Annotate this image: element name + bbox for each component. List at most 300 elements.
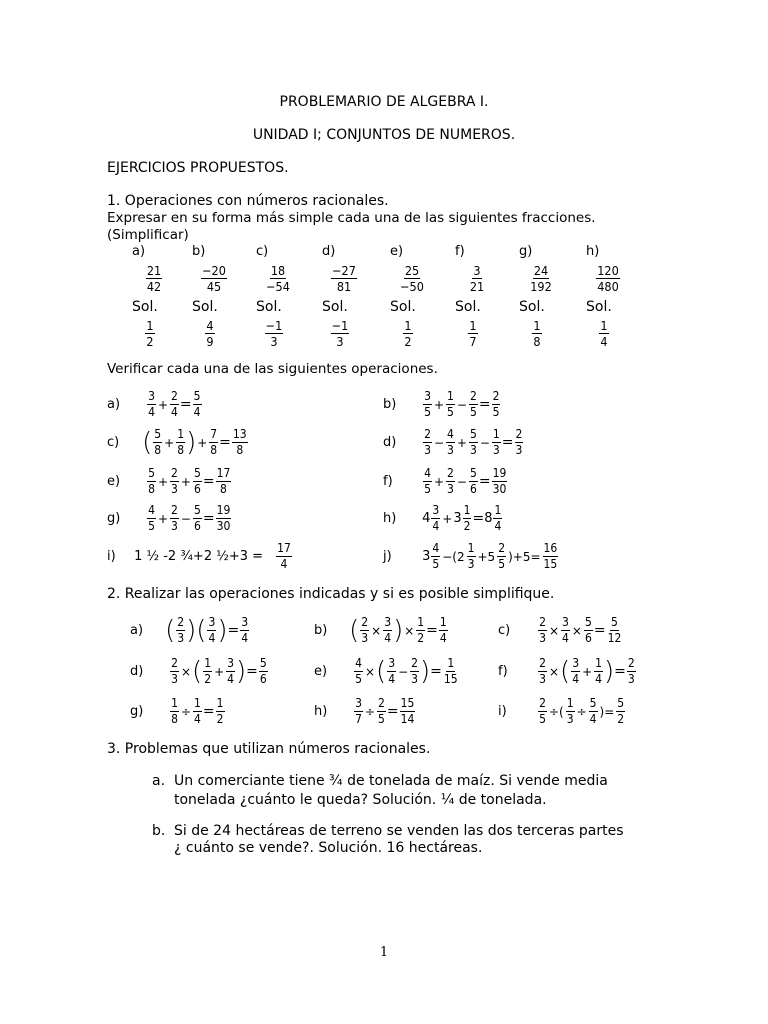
denominator: 5 — [148, 519, 155, 533]
fraction — [446, 390, 455, 419]
fraction — [193, 504, 202, 533]
fraction — [147, 390, 156, 419]
simplify-fraction — [265, 264, 291, 293]
denominator: 8 — [177, 443, 185, 457]
denominator: 3 — [361, 631, 369, 645]
solution-label: Sol. — [519, 299, 545, 315]
solution-fraction — [468, 319, 477, 348]
denominator: 3 — [515, 443, 523, 457]
math-symbol: × — [548, 664, 560, 679]
item-label: f) — [498, 664, 508, 679]
denominator: 14 — [400, 712, 415, 726]
fraction — [492, 390, 501, 419]
item-label: b) — [383, 397, 397, 412]
fraction — [538, 697, 547, 726]
numerator: 5 — [584, 615, 592, 629]
fraction — [147, 467, 156, 496]
fraction — [216, 697, 225, 726]
numerator: 19 — [492, 466, 507, 480]
fraction — [492, 467, 508, 496]
denominator: 3 — [270, 334, 278, 349]
op-g — [130, 697, 226, 726]
numerator: 1 — [463, 503, 471, 517]
section1-heading: 1. Operaciones con números racionales. — [107, 193, 389, 209]
math-symbol: + — [456, 435, 467, 450]
denominator: 4 — [280, 557, 288, 571]
numerator: 5 — [469, 427, 477, 441]
fraction — [193, 390, 202, 419]
denominator: 5 — [492, 405, 500, 419]
fraction — [354, 697, 363, 726]
math-symbol: + — [157, 397, 169, 412]
item-label: b) — [314, 623, 328, 638]
math-symbol: 8 — [484, 511, 493, 526]
denominator: 30 — [216, 519, 231, 533]
denominator: 4 — [227, 672, 234, 686]
fraction — [538, 657, 547, 686]
numerator: 2 — [177, 615, 185, 629]
numerator: −1 — [265, 318, 283, 333]
denominator: 4 — [171, 405, 178, 419]
solution-label: Sol. — [390, 299, 416, 315]
solution-label: Sol. — [455, 299, 481, 315]
exercises-heading: EJERCICIOS PROPUESTOS. — [107, 160, 289, 176]
denominator: 2 — [216, 712, 224, 726]
numerator: 3 — [388, 656, 396, 670]
math-symbol: = — [501, 434, 514, 451]
fraction — [153, 428, 162, 457]
item-label: c) — [107, 435, 120, 450]
problem-b-line2: ¿ cuánto se vende?. Solución. 16 hectáreas. — [174, 840, 483, 856]
fraction — [515, 428, 524, 457]
denominator: 3 — [566, 712, 574, 726]
numerator: 2 — [492, 389, 500, 403]
simplify-fraction — [331, 264, 357, 293]
op-h — [314, 697, 416, 726]
fraction — [193, 467, 202, 496]
numerator: 17 — [277, 541, 291, 555]
math-symbol: × — [364, 664, 376, 679]
simplify-fraction — [201, 264, 227, 293]
page-number: 1 — [379, 945, 389, 960]
parenthesis: ( — [192, 656, 203, 687]
denominator: 4 — [562, 631, 569, 645]
math-symbol: = — [219, 434, 231, 451]
numerator: 2 — [411, 656, 418, 670]
verify-g — [107, 504, 232, 533]
denominator: 7 — [355, 712, 362, 726]
math-symbol: +5 — [477, 549, 496, 564]
numerator: 1 — [467, 541, 475, 555]
numerator: 2 — [361, 615, 369, 629]
denominator: 45 — [206, 279, 222, 294]
section2-heading: 2. Realizar las operaciones indicadas y si es posible simplifique. — [107, 586, 555, 602]
denominator: 6 — [193, 482, 201, 496]
fraction — [400, 697, 416, 726]
denominator: 5 — [432, 557, 440, 571]
numerator: 1 — [146, 318, 154, 333]
denominator: 3 — [171, 482, 178, 496]
fraction — [463, 504, 472, 533]
denominator: 5 — [469, 405, 477, 419]
denominator: 3 — [171, 672, 178, 686]
denominator: 8 — [533, 334, 541, 349]
fraction — [176, 616, 185, 645]
simplify-label: c) — [256, 244, 269, 259]
denominator: 7 — [469, 334, 477, 349]
numerator: 24 — [533, 263, 549, 278]
solution-fraction — [331, 319, 350, 348]
fraction — [170, 657, 179, 686]
parenthesis: ) — [393, 615, 404, 646]
numerator: 3 — [562, 615, 569, 629]
numerator: 2 — [171, 466, 178, 480]
fraction — [594, 657, 603, 686]
item-label: d) — [383, 435, 397, 450]
fraction — [276, 542, 292, 571]
item-label: i) — [107, 549, 116, 564]
math-symbol: = — [227, 622, 240, 639]
math-symbol: = — [426, 622, 438, 639]
numerator: 1 — [216, 696, 224, 710]
simplify-fraction — [146, 264, 162, 293]
denominator: 4 — [439, 631, 447, 645]
numerator: 4 — [424, 466, 431, 480]
fraction — [607, 616, 623, 645]
denominator: 192 — [530, 279, 552, 294]
problem-a-line1: Un comerciante tiene ¾ de tonelada de maíz. Si vende media — [174, 773, 608, 789]
math-symbol: × — [180, 664, 192, 679]
denominator: 4 — [193, 405, 201, 419]
simplify-label: a) — [132, 244, 146, 259]
math-symbol: )+5= — [508, 549, 541, 564]
denominator: 4 — [388, 672, 396, 686]
math-symbol: = — [386, 703, 399, 720]
parenthesis: ( — [165, 615, 176, 646]
math-symbol: × — [548, 623, 560, 638]
denominator: 4 — [208, 631, 216, 645]
denominator: 4 — [595, 672, 602, 686]
numerator: −27 — [332, 263, 356, 278]
item-label: h) — [314, 704, 328, 719]
section1-instruction: Expresar en su forma más simple cada una de las siguientes fracciones. — [107, 210, 596, 226]
denominator: 5 — [378, 712, 385, 726]
op-d — [130, 657, 269, 686]
parenthesis: ) — [217, 615, 228, 646]
numerator: 1 — [447, 656, 455, 670]
item-label: e) — [314, 664, 328, 679]
fraction — [209, 428, 218, 457]
denominator: 4 — [572, 672, 580, 686]
denominator: 3 — [447, 443, 454, 457]
denominator: 3 — [336, 334, 344, 349]
numerator: 5 — [259, 656, 267, 670]
fraction — [387, 657, 396, 686]
numerator: 4 — [148, 503, 155, 517]
numerator: 5 — [469, 466, 477, 480]
fraction — [616, 697, 625, 726]
solution-label: Sol. — [132, 299, 158, 315]
numerator: 1 — [533, 318, 541, 333]
denominator: 6 — [193, 519, 201, 533]
fraction — [170, 504, 179, 533]
denominator: 6 — [584, 631, 592, 645]
numerator: 17 — [216, 466, 231, 480]
math-symbol: 4 — [422, 511, 431, 526]
fraction — [216, 504, 232, 533]
numerator: 3 — [148, 389, 155, 403]
fraction — [176, 428, 185, 457]
denominator: 8 — [154, 443, 162, 457]
parenthesis: ) — [236, 656, 247, 687]
numerator: 5 — [154, 427, 162, 441]
item-label: d) — [130, 664, 144, 679]
parenthesis: ) — [186, 615, 197, 646]
numerator: 2 — [424, 427, 431, 441]
fraction — [193, 697, 202, 726]
fraction — [538, 616, 547, 645]
fraction — [589, 697, 598, 726]
math-symbol: = — [478, 396, 491, 413]
numerator: 4 — [432, 541, 440, 555]
math-symbol: × — [404, 623, 415, 638]
denominator: 5 — [424, 405, 431, 419]
numerator: 2 — [539, 696, 546, 710]
math-symbol: = — [246, 663, 258, 680]
denominator: 3 — [539, 631, 546, 645]
denominator: 2 — [617, 712, 625, 726]
math-symbol: + — [157, 474, 169, 489]
numerator: 1 — [469, 318, 477, 333]
numerator: 3 — [424, 389, 431, 403]
problem-b-line1: Si de 24 hectáreas de terreno se venden las dos terceras partes — [174, 823, 624, 839]
numerator: 1 — [204, 656, 212, 670]
numerator: 5 — [193, 466, 201, 480]
denominator: 8 — [171, 712, 178, 726]
numerator: 1 — [447, 389, 454, 403]
numerator: 16 — [543, 541, 558, 555]
fraction — [259, 657, 268, 686]
numerator: 1 — [492, 427, 500, 441]
denominator: 21 — [469, 279, 485, 294]
denominator: 2 — [417, 631, 425, 645]
fraction — [170, 467, 179, 496]
numerator: 3 — [432, 503, 440, 517]
math-symbol: − — [479, 435, 490, 450]
fraction — [354, 657, 363, 686]
simplify-label: b) — [192, 244, 206, 259]
denominator: 4 — [432, 519, 440, 533]
denominator: 2 — [146, 334, 154, 349]
math-symbol: + — [197, 435, 208, 450]
fraction — [571, 657, 580, 686]
numerator: 5 — [617, 696, 625, 710]
item-label: j) — [383, 549, 392, 564]
denominator: 4 — [241, 631, 249, 645]
unit-title: UNIDAD I; CONJUNTOS DE NUMEROS. — [252, 127, 516, 143]
parenthesis: ( — [376, 656, 387, 687]
denominator: 12 — [607, 631, 622, 645]
fraction — [446, 467, 455, 496]
section1-instruction-2: (Simplificar) — [107, 227, 189, 243]
denominator: 6 — [469, 482, 477, 496]
fraction — [627, 657, 636, 686]
math-symbol: 1 ½ -2 ¾+2 ½+3 = — [134, 549, 264, 564]
denominator: 3 — [171, 519, 178, 533]
fraction — [170, 390, 179, 419]
numerator: 21 — [146, 263, 162, 278]
math-symbol: × — [571, 623, 582, 638]
fraction — [240, 616, 249, 645]
problem-a-line2: tonelada ¿cuánto le queda? Solución. ¼ de tonelada. — [174, 792, 547, 808]
math-symbol: ÷ — [576, 704, 587, 719]
fraction — [566, 697, 575, 726]
page-title: PROBLEMARIO DE ALGEBRA I. — [279, 94, 489, 110]
fraction — [410, 657, 419, 686]
math-symbol: ÷( — [548, 704, 564, 719]
math-symbol: 3 — [453, 511, 462, 526]
fraction — [416, 616, 425, 645]
math-symbol: + — [164, 435, 175, 450]
fraction — [493, 504, 502, 533]
numerator: 1 — [595, 656, 602, 670]
fraction — [584, 616, 593, 645]
verify-h — [383, 504, 503, 533]
op-a — [130, 616, 250, 645]
math-symbol: − — [180, 511, 191, 526]
numerator: 5 — [611, 615, 618, 629]
denominator: 3 — [539, 672, 546, 686]
math-symbol: − — [433, 435, 445, 450]
numerator: 15 — [400, 696, 415, 710]
parenthesis: ( — [560, 656, 571, 687]
verify-i — [107, 542, 293, 571]
denominator: 3 — [424, 443, 431, 457]
fraction — [439, 616, 448, 645]
simplify-fraction — [469, 264, 485, 293]
denominator: 3 — [177, 631, 185, 645]
numerator: 2 — [498, 541, 506, 555]
fraction — [423, 428, 432, 457]
problem-b-marker: b. — [152, 823, 166, 839]
numerator: 5 — [589, 696, 597, 710]
parenthesis: ) — [604, 656, 615, 687]
denominator: 2 — [463, 519, 471, 533]
fraction — [431, 542, 440, 571]
numerator: 2 — [447, 466, 454, 480]
math-symbol: = — [202, 473, 215, 490]
fraction — [469, 390, 478, 419]
numerator: 2 — [469, 389, 477, 403]
math-symbol: 3 — [422, 549, 431, 564]
parenthesis: ( — [349, 615, 360, 646]
item-label: e) — [107, 474, 121, 489]
math-symbol: = — [202, 703, 215, 720]
solution-fraction — [145, 319, 154, 348]
denominator: 4 — [194, 712, 201, 726]
math-symbol: = — [593, 622, 606, 639]
numerator: 1 — [566, 696, 574, 710]
denominator: 3 — [411, 672, 418, 686]
denominator: 3 — [467, 557, 475, 571]
math-symbol: = — [202, 510, 215, 527]
numerator: 2 — [515, 427, 523, 441]
op-b — [314, 616, 449, 645]
denominator: 4 — [148, 405, 155, 419]
numerator: 5 — [148, 466, 155, 480]
simplify-fraction — [596, 264, 619, 293]
item-label: a) — [107, 397, 121, 412]
parenthesis: ) — [186, 427, 197, 458]
fraction — [377, 697, 386, 726]
denominator: 15 — [543, 557, 558, 571]
denominator: −54 — [266, 279, 290, 294]
math-symbol: + — [582, 664, 593, 679]
math-symbol: + — [157, 511, 169, 526]
numerator: 3 — [355, 696, 362, 710]
denominator: 4 — [494, 519, 502, 533]
numerator: 3 — [227, 656, 234, 670]
numerator: 3 — [572, 656, 580, 670]
math-symbol: = — [430, 663, 442, 680]
solution-label: Sol. — [192, 299, 218, 315]
verify-a — [107, 390, 203, 419]
numerator: 2 — [171, 503, 178, 517]
denominator: 9 — [206, 334, 214, 349]
item-label: i) — [498, 704, 507, 719]
simplify-fraction — [399, 264, 425, 293]
solution-label: Sol. — [586, 299, 612, 315]
simplify-label: d) — [322, 244, 336, 259]
math-symbol: + — [442, 511, 453, 526]
denominator: 42 — [146, 279, 162, 294]
fraction — [467, 542, 476, 571]
fraction — [443, 657, 459, 686]
fraction — [360, 616, 369, 645]
denominator: 8 — [210, 443, 218, 457]
numerator: 3 — [241, 615, 249, 629]
fraction — [469, 467, 478, 496]
verify-c — [107, 428, 249, 457]
numerator: 2 — [627, 656, 635, 670]
solution-fraction — [599, 319, 608, 348]
denominator: 8 — [148, 482, 155, 496]
math-symbol: + — [433, 474, 445, 489]
solution-fraction — [532, 319, 541, 348]
simplify-label: g) — [519, 244, 533, 259]
math-symbol: ÷ — [180, 704, 192, 719]
numerator: 19 — [216, 503, 231, 517]
simplify-fraction — [529, 264, 552, 293]
denominator: 4 — [589, 712, 597, 726]
numerator: 3 — [208, 615, 216, 629]
fraction — [492, 428, 501, 457]
numerator: 2 — [378, 696, 385, 710]
fraction — [216, 467, 232, 496]
numerator: 7 — [210, 427, 218, 441]
denominator: 8 — [220, 482, 227, 496]
simplify-label: f) — [455, 244, 465, 259]
fraction — [226, 657, 235, 686]
math-symbol: − — [456, 397, 467, 412]
parenthesis: ( — [142, 427, 153, 458]
math-symbol: −(2 — [442, 549, 465, 564]
item-label: h) — [383, 511, 397, 526]
numerator: 5 — [193, 503, 201, 517]
simplify-label: h) — [586, 244, 600, 259]
solution-fraction — [403, 319, 412, 348]
math-symbol: = — [179, 396, 192, 413]
